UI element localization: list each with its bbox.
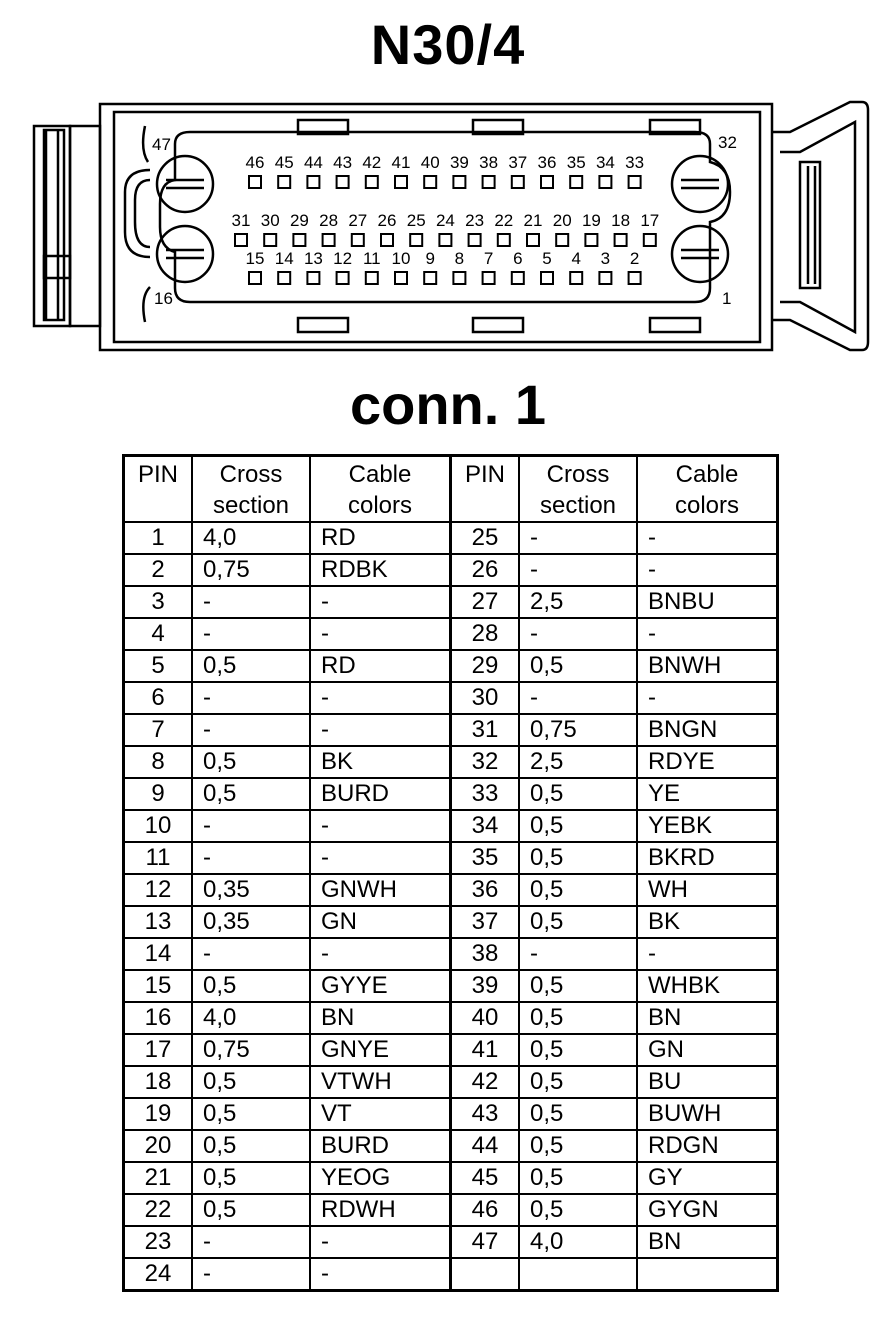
cross-section-b-cell: - — [519, 522, 637, 554]
cross-section-a-cell: 0,5 — [192, 1162, 310, 1194]
pin-socket — [570, 272, 582, 284]
cross-section-a-cell: - — [192, 618, 310, 650]
pin-socket — [615, 234, 627, 246]
cable-color-b-cell: - — [637, 554, 778, 586]
cable-color-a-cell: RD — [310, 650, 451, 682]
pin-label: 22 — [494, 211, 514, 230]
pin-socket — [512, 176, 524, 188]
cross-section-a-cell: - — [192, 1226, 310, 1258]
pin-socket — [629, 176, 641, 188]
header-pin: PIN — [124, 456, 193, 523]
pin-socket — [249, 272, 261, 284]
pin-b-cell: 27 — [451, 586, 520, 618]
pin-a-cell: 4 — [124, 618, 193, 650]
table-row — [124, 810, 778, 842]
cable-color-a-cell: GNYE — [310, 1034, 451, 1066]
cable-color-a-cell: - — [310, 618, 451, 650]
pin-label: 12 — [333, 249, 353, 268]
cross-section-b-cell: 0,5 — [519, 1194, 637, 1226]
pin-a-cell: 14 — [124, 938, 193, 970]
table-row — [124, 650, 778, 682]
cable-color-a-cell: BN — [310, 1002, 451, 1034]
pin-socket — [483, 176, 495, 188]
pin-socket — [278, 272, 290, 284]
table-row — [124, 1066, 778, 1098]
pin-label: 38 — [479, 153, 499, 172]
cross-section-b-cell: 0,5 — [519, 1002, 637, 1034]
table-row — [124, 1130, 778, 1162]
cross-section-a-cell: 4,0 — [192, 522, 310, 554]
pin-label: 23 — [465, 211, 485, 230]
pin-socket — [512, 272, 524, 284]
pin-a-cell: 22 — [124, 1194, 193, 1226]
pin-label: 18 — [611, 211, 631, 230]
pin-label: 21 — [523, 211, 543, 230]
pin-b-cell: 38 — [451, 938, 520, 970]
pin-b-cell: 35 — [451, 842, 520, 874]
corner-label-47: 47 — [152, 135, 171, 154]
cross-section-b-cell: - — [519, 554, 637, 586]
table-row — [124, 554, 778, 586]
cable-color-a-cell: GYYE — [310, 970, 451, 1002]
cross-section-b-cell: 0,5 — [519, 906, 637, 938]
cross-section-a-cell: - — [192, 842, 310, 874]
pin-socket — [381, 234, 393, 246]
cable-color-a-cell: GN — [310, 906, 451, 938]
connector-diagram — [0, 92, 896, 362]
connector-subtitle: conn. 1 — [349, 373, 547, 436]
pin-socket — [264, 234, 276, 246]
pin-socket — [366, 272, 378, 284]
pin-b-cell: 25 — [451, 522, 520, 554]
pin-b-cell: 26 — [451, 554, 520, 586]
header-cross-line1-2: Cross — [546, 461, 610, 488]
pin-socket — [307, 176, 319, 188]
cable-color-a-cell: RDBK — [310, 554, 451, 586]
pin-socket — [424, 176, 436, 188]
table-row — [124, 522, 778, 554]
header-cable-colors-2 — [637, 456, 778, 523]
cable-color-b-cell: BNBU — [637, 586, 778, 618]
pin-label: 6 — [513, 249, 523, 268]
pin-b-cell: 43 — [451, 1098, 520, 1130]
cross-section-b-cell: 0,5 — [519, 842, 637, 874]
pin-socket — [235, 234, 247, 246]
table-row — [124, 586, 778, 618]
cross-section-b-cell: 0,5 — [519, 810, 637, 842]
pin-socket — [249, 176, 261, 188]
pin-label: 13 — [303, 249, 323, 268]
cable-color-a-cell: - — [310, 714, 451, 746]
cross-section-b-cell: 2,5 — [519, 586, 637, 618]
header-cable-line1: Cable — [348, 461, 412, 488]
pin-a-cell: 23 — [124, 1226, 193, 1258]
pin-a-cell: 2 — [124, 554, 193, 586]
pin-label: 15 — [245, 249, 265, 268]
cable-color-b-cell: RDYE — [637, 746, 778, 778]
table-row — [124, 714, 778, 746]
cross-section-b-cell: 0,5 — [519, 970, 637, 1002]
pin-socket — [439, 234, 451, 246]
pin-a-cell: 5 — [124, 650, 193, 682]
cross-section-a-cell: - — [192, 586, 310, 618]
table-row — [124, 938, 778, 970]
pin-label: 35 — [566, 153, 586, 172]
cable-color-b-cell: GY — [637, 1162, 778, 1194]
header-cross-line2-2: section — [539, 492, 617, 519]
cable-color-a-cell: - — [310, 842, 451, 874]
pin-b-cell: 41 — [451, 1034, 520, 1066]
pin-label: 46 — [245, 153, 265, 172]
cable-color-b-cell: RDGN — [637, 1130, 778, 1162]
pinout-table — [122, 454, 779, 1292]
pin-b-cell: 33 — [451, 778, 520, 810]
pin-label: 11 — [362, 249, 381, 268]
cable-color-a-cell: BK — [310, 746, 451, 778]
pin-b-cell: 39 — [451, 970, 520, 1002]
cable-color-a-cell: YEOG — [310, 1162, 451, 1194]
table-row — [124, 1034, 778, 1066]
pin-label: 19 — [581, 211, 601, 230]
cross-section-a-cell: 0,5 — [192, 1194, 310, 1226]
pin-label: 37 — [508, 153, 528, 172]
cross-section-b-cell: 0,5 — [519, 874, 637, 906]
pin-a-cell: 1 — [124, 522, 193, 554]
pin-a-cell: 7 — [124, 714, 193, 746]
pin-b-cell: 30 — [451, 682, 520, 714]
cross-section-b-cell: 0,5 — [519, 1162, 637, 1194]
pin-socket — [599, 176, 611, 188]
cable-color-a-cell: - — [310, 1258, 451, 1291]
cable-color-a-cell: RD — [310, 522, 451, 554]
table-row — [124, 778, 778, 810]
pin-socket — [352, 234, 364, 246]
cable-color-b-cell: - — [637, 938, 778, 970]
cable-color-b-cell: BN — [637, 1226, 778, 1258]
cross-section-a-cell: 0,5 — [192, 1098, 310, 1130]
cable-color-a-cell: - — [310, 810, 451, 842]
cross-section-a-cell: 0,5 — [192, 970, 310, 1002]
pin-socket — [307, 272, 319, 284]
header-cross-section — [192, 456, 310, 523]
cross-section-a-cell: - — [192, 810, 310, 842]
pin-b-cell: 31 — [451, 714, 520, 746]
table-row — [124, 970, 778, 1002]
pin-label: 28 — [319, 211, 339, 230]
pin-socket — [410, 234, 422, 246]
corner-label-16: 16 — [154, 289, 173, 308]
pin-socket — [644, 234, 656, 246]
cable-color-a-cell: VT — [310, 1098, 451, 1130]
table-row — [124, 1002, 778, 1034]
pin-socket — [395, 272, 407, 284]
pin-socket — [366, 176, 378, 188]
pin-b-cell: 32 — [451, 746, 520, 778]
cable-color-b-cell: - — [637, 618, 778, 650]
cable-color-b-cell: WH — [637, 874, 778, 906]
pin-b-cell: 47 — [451, 1226, 520, 1258]
table-row — [124, 874, 778, 906]
pin-label: 8 — [454, 249, 465, 268]
cable-color-a-cell: - — [310, 682, 451, 714]
pin-a-cell: 19 — [124, 1098, 193, 1130]
corner-label-32: 32 — [718, 133, 737, 152]
corner-label-1: 1 — [722, 289, 732, 308]
pin-a-cell: 18 — [124, 1066, 193, 1098]
pin-label: 40 — [420, 153, 440, 172]
pin-b-cell — [451, 1258, 520, 1291]
pin-socket — [395, 176, 407, 188]
cross-section-b-cell: 0,5 — [519, 1034, 637, 1066]
pin-socket — [483, 272, 495, 284]
pin-label: 43 — [333, 153, 353, 172]
page-title: N30/4 — [370, 13, 526, 76]
cable-color-b-cell: WHBK — [637, 970, 778, 1002]
pin-a-cell: 13 — [124, 906, 193, 938]
pin-socket — [337, 176, 349, 188]
pin-label: 4 — [571, 249, 581, 268]
pin-a-cell: 20 — [124, 1130, 193, 1162]
pin-label: 33 — [625, 153, 645, 172]
cable-color-b-cell: BU — [637, 1066, 778, 1098]
cable-color-b-cell: GN — [637, 1034, 778, 1066]
header-cable-line1-2: Cable — [675, 461, 739, 488]
pin-socket — [527, 234, 539, 246]
pin-label: 42 — [362, 153, 382, 172]
pin-a-cell: 17 — [124, 1034, 193, 1066]
header-cable-line2-2: colors — [674, 492, 740, 519]
cross-section-b-cell: - — [519, 618, 637, 650]
table-row — [124, 1162, 778, 1194]
pin-label: 26 — [377, 211, 397, 230]
table-header-row — [124, 456, 778, 523]
table-row — [124, 906, 778, 938]
cable-color-a-cell: BURD — [310, 778, 451, 810]
pin-socket — [453, 272, 465, 284]
pin-label: 44 — [303, 153, 323, 172]
cable-color-a-cell: GNWH — [310, 874, 451, 906]
cable-color-b-cell: YE — [637, 778, 778, 810]
pin-label: 3 — [600, 249, 611, 268]
cross-section-b-cell: - — [519, 682, 637, 714]
table-row — [124, 682, 778, 714]
cross-section-a-cell: - — [192, 1258, 310, 1291]
header-cross-section-2 — [519, 456, 637, 523]
cross-section-a-cell: 0,5 — [192, 746, 310, 778]
pin-label: 25 — [406, 211, 426, 230]
pin-a-cell: 3 — [124, 586, 193, 618]
pin-socket — [293, 234, 305, 246]
cable-color-b-cell: - — [637, 522, 778, 554]
cable-color-b-cell: GYGN — [637, 1194, 778, 1226]
pin-socket — [599, 272, 611, 284]
pin-label: 27 — [348, 211, 368, 230]
cable-color-a-cell: - — [310, 1226, 451, 1258]
pin-label: 41 — [391, 153, 411, 172]
cross-section-b-cell: 0,5 — [519, 778, 637, 810]
cable-color-b-cell: BN — [637, 1002, 778, 1034]
table-row — [124, 1194, 778, 1226]
pin-b-cell: 28 — [451, 618, 520, 650]
cross-section-a-cell: 0,35 — [192, 906, 310, 938]
pin-label: 14 — [274, 249, 294, 268]
pin-a-cell: 24 — [124, 1258, 193, 1291]
table-row — [124, 1258, 778, 1291]
pin-label: 10 — [391, 249, 411, 268]
pin-label: 17 — [640, 211, 660, 230]
pin-a-cell: 6 — [124, 682, 193, 714]
pin-socket — [278, 176, 290, 188]
header-cross-line1: Cross — [219, 461, 283, 488]
cross-section-b-cell: 0,5 — [519, 1130, 637, 1162]
cross-section-a-cell: - — [192, 714, 310, 746]
cross-section-a-cell: 0,5 — [192, 650, 310, 682]
pin-socket — [541, 272, 553, 284]
pin-socket — [453, 176, 465, 188]
cross-section-b-cell: 0,75 — [519, 714, 637, 746]
pin-label: 24 — [435, 211, 455, 230]
cross-section-a-cell: 0,75 — [192, 554, 310, 586]
pin-label: 9 — [425, 249, 435, 268]
header-cable-line2: colors — [347, 492, 413, 519]
cross-section-a-cell: 4,0 — [192, 1002, 310, 1034]
pin-b-cell: 46 — [451, 1194, 520, 1226]
pin-socket — [541, 176, 553, 188]
pin-b-cell: 29 — [451, 650, 520, 682]
table-row — [124, 842, 778, 874]
pin-b-cell: 37 — [451, 906, 520, 938]
pin-socket — [570, 176, 582, 188]
cable-color-a-cell: VTWH — [310, 1066, 451, 1098]
cross-section-b-cell: 4,0 — [519, 1226, 637, 1258]
pin-socket — [498, 234, 510, 246]
pin-a-cell: 21 — [124, 1162, 193, 1194]
cross-section-a-cell: 0,5 — [192, 1130, 310, 1162]
cross-section-b-cell: 2,5 — [519, 746, 637, 778]
cable-color-b-cell: - — [637, 682, 778, 714]
pin-label: 31 — [231, 211, 251, 230]
cable-color-b-cell: BK — [637, 906, 778, 938]
pin-socket — [337, 272, 349, 284]
pin-socket — [424, 272, 436, 284]
pin-a-cell: 12 — [124, 874, 193, 906]
header-cable-colors — [310, 456, 451, 523]
pin-b-cell: 44 — [451, 1130, 520, 1162]
pin-label: 20 — [552, 211, 572, 230]
cable-color-b-cell: BUWH — [637, 1098, 778, 1130]
cross-section-b-cell: 0,5 — [519, 1066, 637, 1098]
table-row — [124, 1098, 778, 1130]
cable-color-a-cell: BURD — [310, 1130, 451, 1162]
header-cross-line2: section — [212, 492, 290, 519]
pin-a-cell: 15 — [124, 970, 193, 1002]
cross-section-a-cell: - — [192, 938, 310, 970]
cable-color-b-cell: BKRD — [637, 842, 778, 874]
pin-label: 36 — [537, 153, 557, 172]
pin-socket — [629, 272, 641, 284]
pin-label: 2 — [629, 249, 640, 268]
cross-section-a-cell: 0,75 — [192, 1034, 310, 1066]
cross-section-b-cell: - — [519, 938, 637, 970]
cross-section-b-cell: 0,5 — [519, 1098, 637, 1130]
cross-section-a-cell: 0,5 — [192, 1066, 310, 1098]
pin-label: 39 — [449, 153, 469, 172]
pin-label: 34 — [595, 153, 615, 172]
pin-b-cell: 34 — [451, 810, 520, 842]
pin-b-cell: 45 — [451, 1162, 520, 1194]
pin-label: 45 — [274, 153, 294, 172]
pin-socket — [323, 234, 335, 246]
pin-a-cell: 11 — [124, 842, 193, 874]
pin-b-cell: 36 — [451, 874, 520, 906]
cross-section-b-cell — [519, 1258, 637, 1291]
cable-color-b-cell: BNGN — [637, 714, 778, 746]
pin-a-cell: 10 — [124, 810, 193, 842]
cable-color-b-cell: BNWH — [637, 650, 778, 682]
pin-label: 7 — [483, 249, 494, 268]
cable-color-b-cell: YEBK — [637, 810, 778, 842]
header-pin-2: PIN — [451, 456, 520, 523]
cross-section-b-cell: 0,5 — [519, 650, 637, 682]
table-row — [124, 618, 778, 650]
table-row — [124, 1226, 778, 1258]
cable-color-a-cell: - — [310, 586, 451, 618]
cross-section-a-cell: 0,35 — [192, 874, 310, 906]
cross-section-a-cell: - — [192, 682, 310, 714]
pin-b-cell: 42 — [451, 1066, 520, 1098]
pin-label: 5 — [542, 249, 552, 268]
pin-a-cell: 16 — [124, 1002, 193, 1034]
table-row — [124, 746, 778, 778]
cable-color-b-cell — [637, 1258, 778, 1291]
pin-label: 30 — [260, 211, 280, 230]
pin-socket — [469, 234, 481, 246]
pin-label: 29 — [289, 211, 309, 230]
cable-color-a-cell: - — [310, 938, 451, 970]
pin-a-cell: 8 — [124, 746, 193, 778]
cable-color-a-cell: RDWH — [310, 1194, 451, 1226]
pin-a-cell: 9 — [124, 778, 193, 810]
cross-section-a-cell: 0,5 — [192, 778, 310, 810]
pin-socket — [556, 234, 568, 246]
pin-socket — [585, 234, 597, 246]
pin-b-cell: 40 — [451, 1002, 520, 1034]
